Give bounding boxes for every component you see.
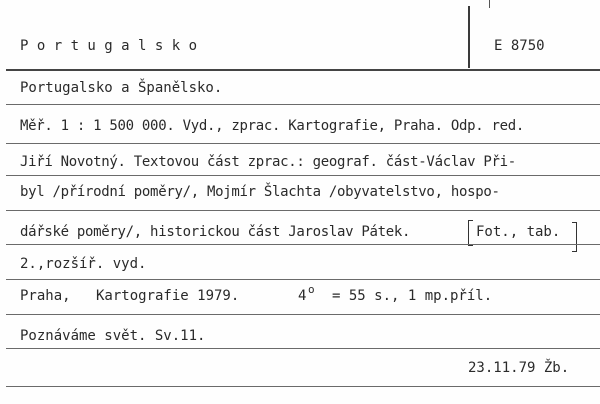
- rule-5: [6, 244, 600, 245]
- call-number: E 8750: [494, 38, 545, 54]
- rule-4: [6, 210, 600, 211]
- corner-mark: [489, 0, 490, 8]
- rule-9: [6, 386, 600, 387]
- rule-1: [6, 104, 600, 105]
- rule-3: [6, 175, 600, 176]
- rule-6: [6, 279, 600, 280]
- rule-8: [6, 348, 600, 349]
- rule-7: [6, 314, 600, 315]
- entry-title: Portugalsko a Španělsko.: [20, 80, 223, 96]
- description-line-4: dářské poměry/, historickou část Jaroslav Pátek.: [20, 224, 411, 240]
- description-line-2: Jiří Novotný. Textovou část zprac.: geograf. část-Václav Při-: [20, 154, 516, 170]
- imprint-publisher: Kartografie 1979.: [96, 288, 240, 304]
- imprint-format: 4: [298, 288, 307, 304]
- edition-statement: 2.,rozšíř. vyd.: [20, 256, 147, 272]
- illustration-note: Fot., tab.: [476, 224, 561, 240]
- header-rule: [6, 69, 600, 71]
- bracket-right: [572, 222, 577, 252]
- bracket-left: [468, 220, 473, 246]
- imprint-format-superscript: o: [308, 283, 315, 296]
- description-line-3: byl /přírodní poměry/, Mojmír Šlachta /obyvatelstvo, hospo-: [20, 184, 500, 200]
- heading-title: P o r t u g a l s k o: [20, 38, 198, 54]
- catalog-date: 23.11.79 Žb.: [468, 360, 570, 376]
- rule-2: [6, 143, 600, 144]
- imprint-extent: = 55 s., 1 mp.příl.: [332, 288, 493, 304]
- header-divider: [468, 6, 470, 68]
- series-statement: Poznáváme svět. Sv.11.: [20, 328, 206, 344]
- imprint-place: Praha,: [20, 288, 71, 304]
- description-line-1: Měř. 1 : 1 500 000. Vyd., zprac. Kartografie, Praha. Odp. red.: [20, 118, 524, 134]
